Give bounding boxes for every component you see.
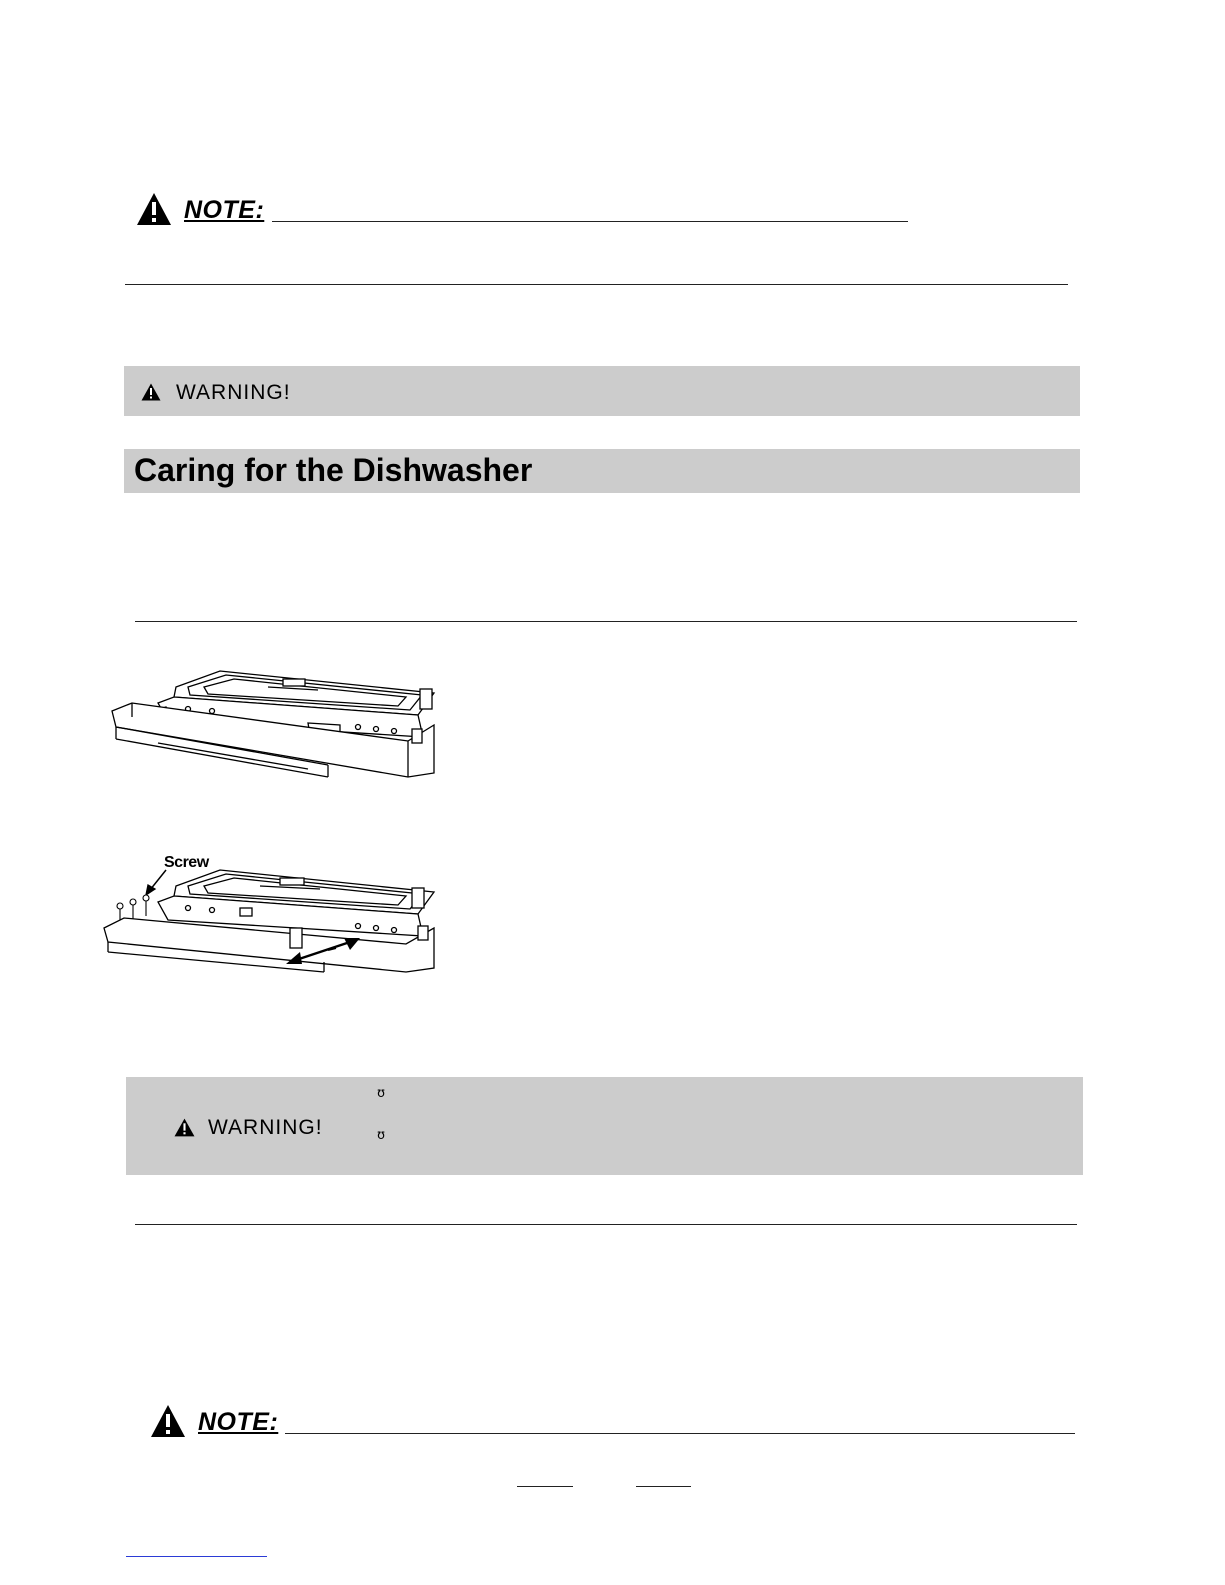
warning-banner xyxy=(126,1077,1083,1175)
note-header-top xyxy=(136,192,264,226)
warning-banner xyxy=(124,366,1080,416)
divider xyxy=(135,621,1077,622)
note-label: NOTE: xyxy=(184,196,265,224)
divider xyxy=(135,1224,1077,1225)
screw-callout: Screw xyxy=(164,854,209,871)
warning-triangle-icon xyxy=(174,1118,195,1137)
section-heading xyxy=(124,449,1080,493)
warning-triangle-icon xyxy=(136,192,172,226)
divider xyxy=(125,284,1068,285)
door-screw-illustration xyxy=(100,868,445,980)
section-title: Caring for the Dishwasher xyxy=(134,452,533,488)
bullet-marker: ʊ xyxy=(377,1086,386,1101)
warning-label: WARNING! xyxy=(208,1116,323,1139)
note-header-bottom xyxy=(150,1404,278,1438)
note-underline xyxy=(285,1433,1075,1434)
door-panel-illustration xyxy=(108,665,443,785)
short-rule xyxy=(517,1486,573,1487)
warning-triangle-icon xyxy=(150,1404,186,1438)
warning-label: WARNING! xyxy=(176,381,291,404)
short-rule xyxy=(636,1486,691,1487)
note-label: NOTE: xyxy=(198,1408,279,1436)
bullet-marker: ʊ xyxy=(377,1128,386,1143)
note-underline xyxy=(272,221,908,222)
link-underline[interactable] xyxy=(126,1556,267,1557)
warning-triangle-icon xyxy=(141,383,161,401)
